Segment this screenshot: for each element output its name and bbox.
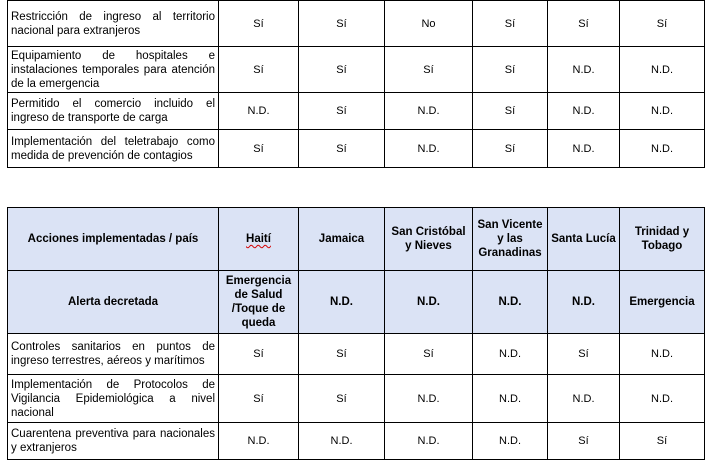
- country-header: San Vicente y las Granadinas: [473, 208, 548, 271]
- cell-value: No: [385, 1, 473, 47]
- cell-value: Sí: [473, 1, 548, 47]
- cell-value: N.D.: [620, 93, 705, 130]
- cell-value: Sí: [219, 130, 299, 168]
- cell-value: Sí: [473, 47, 548, 93]
- cell-value: Sí: [620, 423, 705, 460]
- header-row: [8, 208, 705, 271]
- row-label: Equipamiento de hospitales e instalaciones temporales para atención de la emergencia: [8, 47, 219, 93]
- alert-value: N.D.: [385, 271, 473, 334]
- measures-table-caribbean: [7, 207, 705, 460]
- alert-value: Emergencia: [620, 271, 705, 334]
- cell-value: N.D.: [385, 375, 473, 423]
- country-header: [219, 208, 299, 271]
- table-row: [8, 47, 705, 93]
- cell-value: N.D.: [473, 375, 548, 423]
- cell-value: Sí: [385, 334, 473, 375]
- table-row: [8, 1, 705, 47]
- cell-value: Sí: [548, 423, 620, 460]
- cell-value: Sí: [385, 47, 473, 93]
- cell-value: N.D.: [548, 130, 620, 168]
- cell-value: Sí: [219, 47, 299, 93]
- table-row: [8, 334, 705, 375]
- cell-value: N.D.: [620, 130, 705, 168]
- cell-value: N.D.: [548, 375, 620, 423]
- row-label: Permitido el comercio incluido el ingreso de transporte de carga: [8, 93, 219, 130]
- cell-value: N.D.: [620, 334, 705, 375]
- cell-value: N.D.: [299, 423, 385, 460]
- cell-value: N.D.: [620, 47, 705, 93]
- cell-value: N.D.: [219, 423, 299, 460]
- alert-label: Alerta decretada: [8, 271, 219, 334]
- country-name: Haití: [246, 233, 271, 245]
- header-actions-label: Acciones implementadas / país: [8, 208, 219, 271]
- cell-value: Sí: [219, 375, 299, 423]
- cell-value: N.D.: [219, 93, 299, 130]
- table-row: [8, 93, 705, 130]
- cell-value: N.D.: [473, 334, 548, 375]
- table-row: [8, 423, 705, 460]
- cell-value: N.D.: [385, 93, 473, 130]
- cell-value: N.D.: [548, 93, 620, 130]
- alert-value: N.D.: [548, 271, 620, 334]
- cell-value: N.D.: [385, 130, 473, 168]
- table-row: [8, 130, 705, 168]
- row-label: Controles sanitarios en puntos de ingreso terrestres, aéreos y marítimos: [8, 334, 219, 375]
- alert-value: N.D.: [473, 271, 548, 334]
- row-label: Implementación de Protocolos de Vigilancia Epidemiológica a nivel nacional: [8, 375, 219, 423]
- cell-value: Sí: [620, 1, 705, 47]
- cell-value: Sí: [299, 375, 385, 423]
- cell-value: N.D.: [620, 375, 705, 423]
- cell-value: Sí: [548, 334, 620, 375]
- cell-value: Sí: [299, 334, 385, 375]
- cell-value: Sí: [473, 93, 548, 130]
- cell-value: Sí: [548, 1, 620, 47]
- measures-table-continued: [7, 0, 705, 168]
- cell-value: N.D.: [548, 47, 620, 93]
- alert-value: Emergencia de Salud /Toque de queda: [219, 271, 299, 334]
- row-label: Restricción de ingreso al territorio nacional para extranjeros: [8, 1, 219, 47]
- country-header: Santa Lucía: [548, 208, 620, 271]
- cell-value: N.D.: [385, 423, 473, 460]
- table-row: [8, 375, 705, 423]
- country-header: Jamaica: [299, 208, 385, 271]
- cell-value: Sí: [299, 47, 385, 93]
- row-label: Cuarentena preventiva para nacionales y extranjeros: [8, 423, 219, 460]
- country-header: San Cristóbal y Nieves: [385, 208, 473, 271]
- alert-value: N.D.: [299, 271, 385, 334]
- cell-value: N.D.: [473, 423, 548, 460]
- cell-value: Sí: [219, 334, 299, 375]
- country-header: Trinidad y Tobago: [620, 208, 705, 271]
- cell-value: Sí: [473, 130, 548, 168]
- alert-row: [8, 271, 705, 334]
- cell-value: Sí: [299, 93, 385, 130]
- cell-value: Sí: [219, 1, 299, 47]
- cell-value: Sí: [299, 1, 385, 47]
- cell-value: Sí: [299, 130, 385, 168]
- row-label: Implementación del teletrabajo como medida de prevención de contagios: [8, 130, 219, 168]
